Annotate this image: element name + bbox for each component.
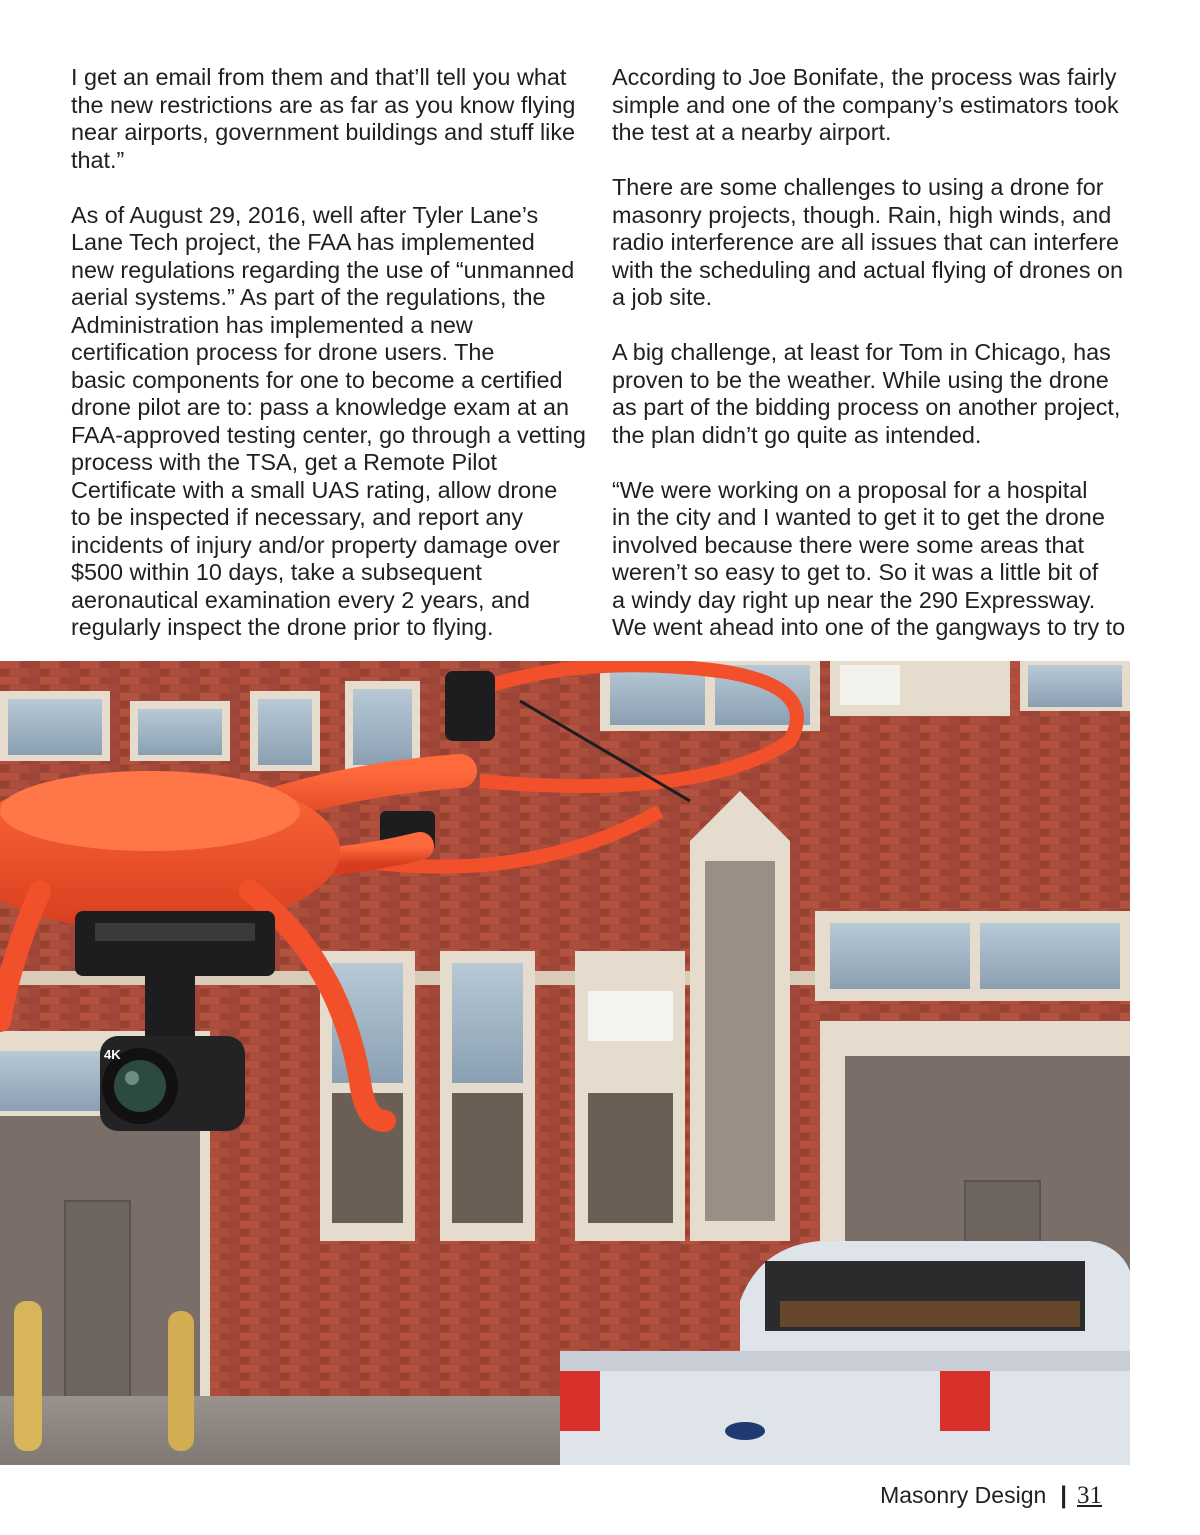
text-line: involved because there were some areas that bbox=[612, 531, 1084, 558]
text-line: a job site. bbox=[612, 284, 713, 310]
footer-separator: | bbox=[1060, 1482, 1067, 1509]
camera-badge: 4K bbox=[104, 1047, 121, 1062]
text-line: As of August 29, 2016, well after Tyler Lane’s bbox=[71, 201, 539, 228]
text-line: Certificate with a small UAS rating, allow drone bbox=[71, 476, 558, 503]
paragraph bbox=[71, 202, 593, 642]
paragraph bbox=[612, 174, 1142, 312]
article-left-column bbox=[71, 64, 593, 669]
text-line: proven to be the weather. While using the drone bbox=[612, 366, 1109, 393]
text-line: We went ahead into one of the gangways to try to bbox=[612, 614, 1126, 640]
article-right-column bbox=[612, 64, 1142, 669]
text-line: According to Joe Bonifate, the process was fairly bbox=[612, 64, 1117, 90]
text-line: simple and one of the company’s estimators took bbox=[612, 91, 1119, 118]
text-line: I get an email from them and that’ll tell you what bbox=[71, 64, 567, 90]
text-line: incidents of injury and/or property damage over bbox=[71, 531, 560, 558]
text-line: $500 within 10 days, take a subsequent bbox=[71, 559, 482, 585]
text-line: masonry projects, though. Rain, high winds, and bbox=[612, 201, 1112, 228]
paragraph bbox=[71, 64, 593, 174]
text-line: weren’t so easy to get to. So it was a little bit of bbox=[612, 559, 1099, 585]
text-line: near airports, government buildings and stuff like bbox=[71, 119, 576, 145]
page-footer bbox=[880, 1482, 1102, 1510]
text-line: aerial systems.” As part of the regulations, the bbox=[71, 284, 546, 310]
text-line: a windy day right up near the 290 Expressway. bbox=[612, 586, 1096, 613]
text-line: regularly inspect the drone prior to flying. bbox=[71, 614, 494, 640]
text-line: drone pilot are to: pass a knowledge exam at an bbox=[71, 394, 570, 420]
drone-photo bbox=[0, 661, 1130, 1465]
text-line: Lane Tech project, the FAA has implemented bbox=[71, 229, 535, 255]
text-line: A big challenge, at least for Tom in Chicago, has bbox=[612, 339, 1111, 365]
text-line: new regulations regarding the use of “unmanned bbox=[71, 256, 575, 283]
text-line: with the scheduling and actual flying of drones on bbox=[612, 256, 1124, 283]
text-line: the plan didn’t go quite as intended. bbox=[612, 421, 982, 448]
text-line: the new restrictions are as far as you know flying bbox=[71, 91, 576, 118]
paragraph bbox=[612, 64, 1142, 147]
text-line: radio interference are all issues that can interfere bbox=[612, 229, 1120, 255]
text-line: that.” bbox=[71, 146, 125, 173]
text-line: as part of the bidding process on another project, bbox=[612, 394, 1121, 420]
text-line: basic components for one to become a certified bbox=[71, 366, 563, 393]
text-line: “We were working on a proposal for a hospital bbox=[612, 476, 1088, 503]
transom-window bbox=[815, 911, 1130, 1001]
text-line: FAA-approved testing center, go through a vetting bbox=[71, 421, 586, 448]
text-line: process with the TSA, get a Remote Pilot bbox=[71, 449, 497, 475]
text-line: certification process for drone users. The bbox=[71, 339, 495, 365]
drone-photo-illustration bbox=[0, 661, 1130, 1465]
publication-name: Masonry Design bbox=[880, 1482, 1047, 1508]
paragraph bbox=[612, 477, 1142, 642]
text-line: to be inspected if necessary, and report any bbox=[71, 504, 524, 530]
text-line: There are some challenges to using a drone for bbox=[612, 174, 1104, 200]
text-line: aeronautical examination every 2 years, and bbox=[71, 586, 530, 613]
text-line: Administration has implemented a new bbox=[71, 311, 473, 338]
text-line: the test at a nearby airport. bbox=[612, 119, 892, 145]
page-number: 31 bbox=[1077, 1482, 1102, 1509]
text-line: in the city and I wanted to get it to get the drone bbox=[612, 504, 1105, 530]
paragraph bbox=[612, 339, 1142, 449]
